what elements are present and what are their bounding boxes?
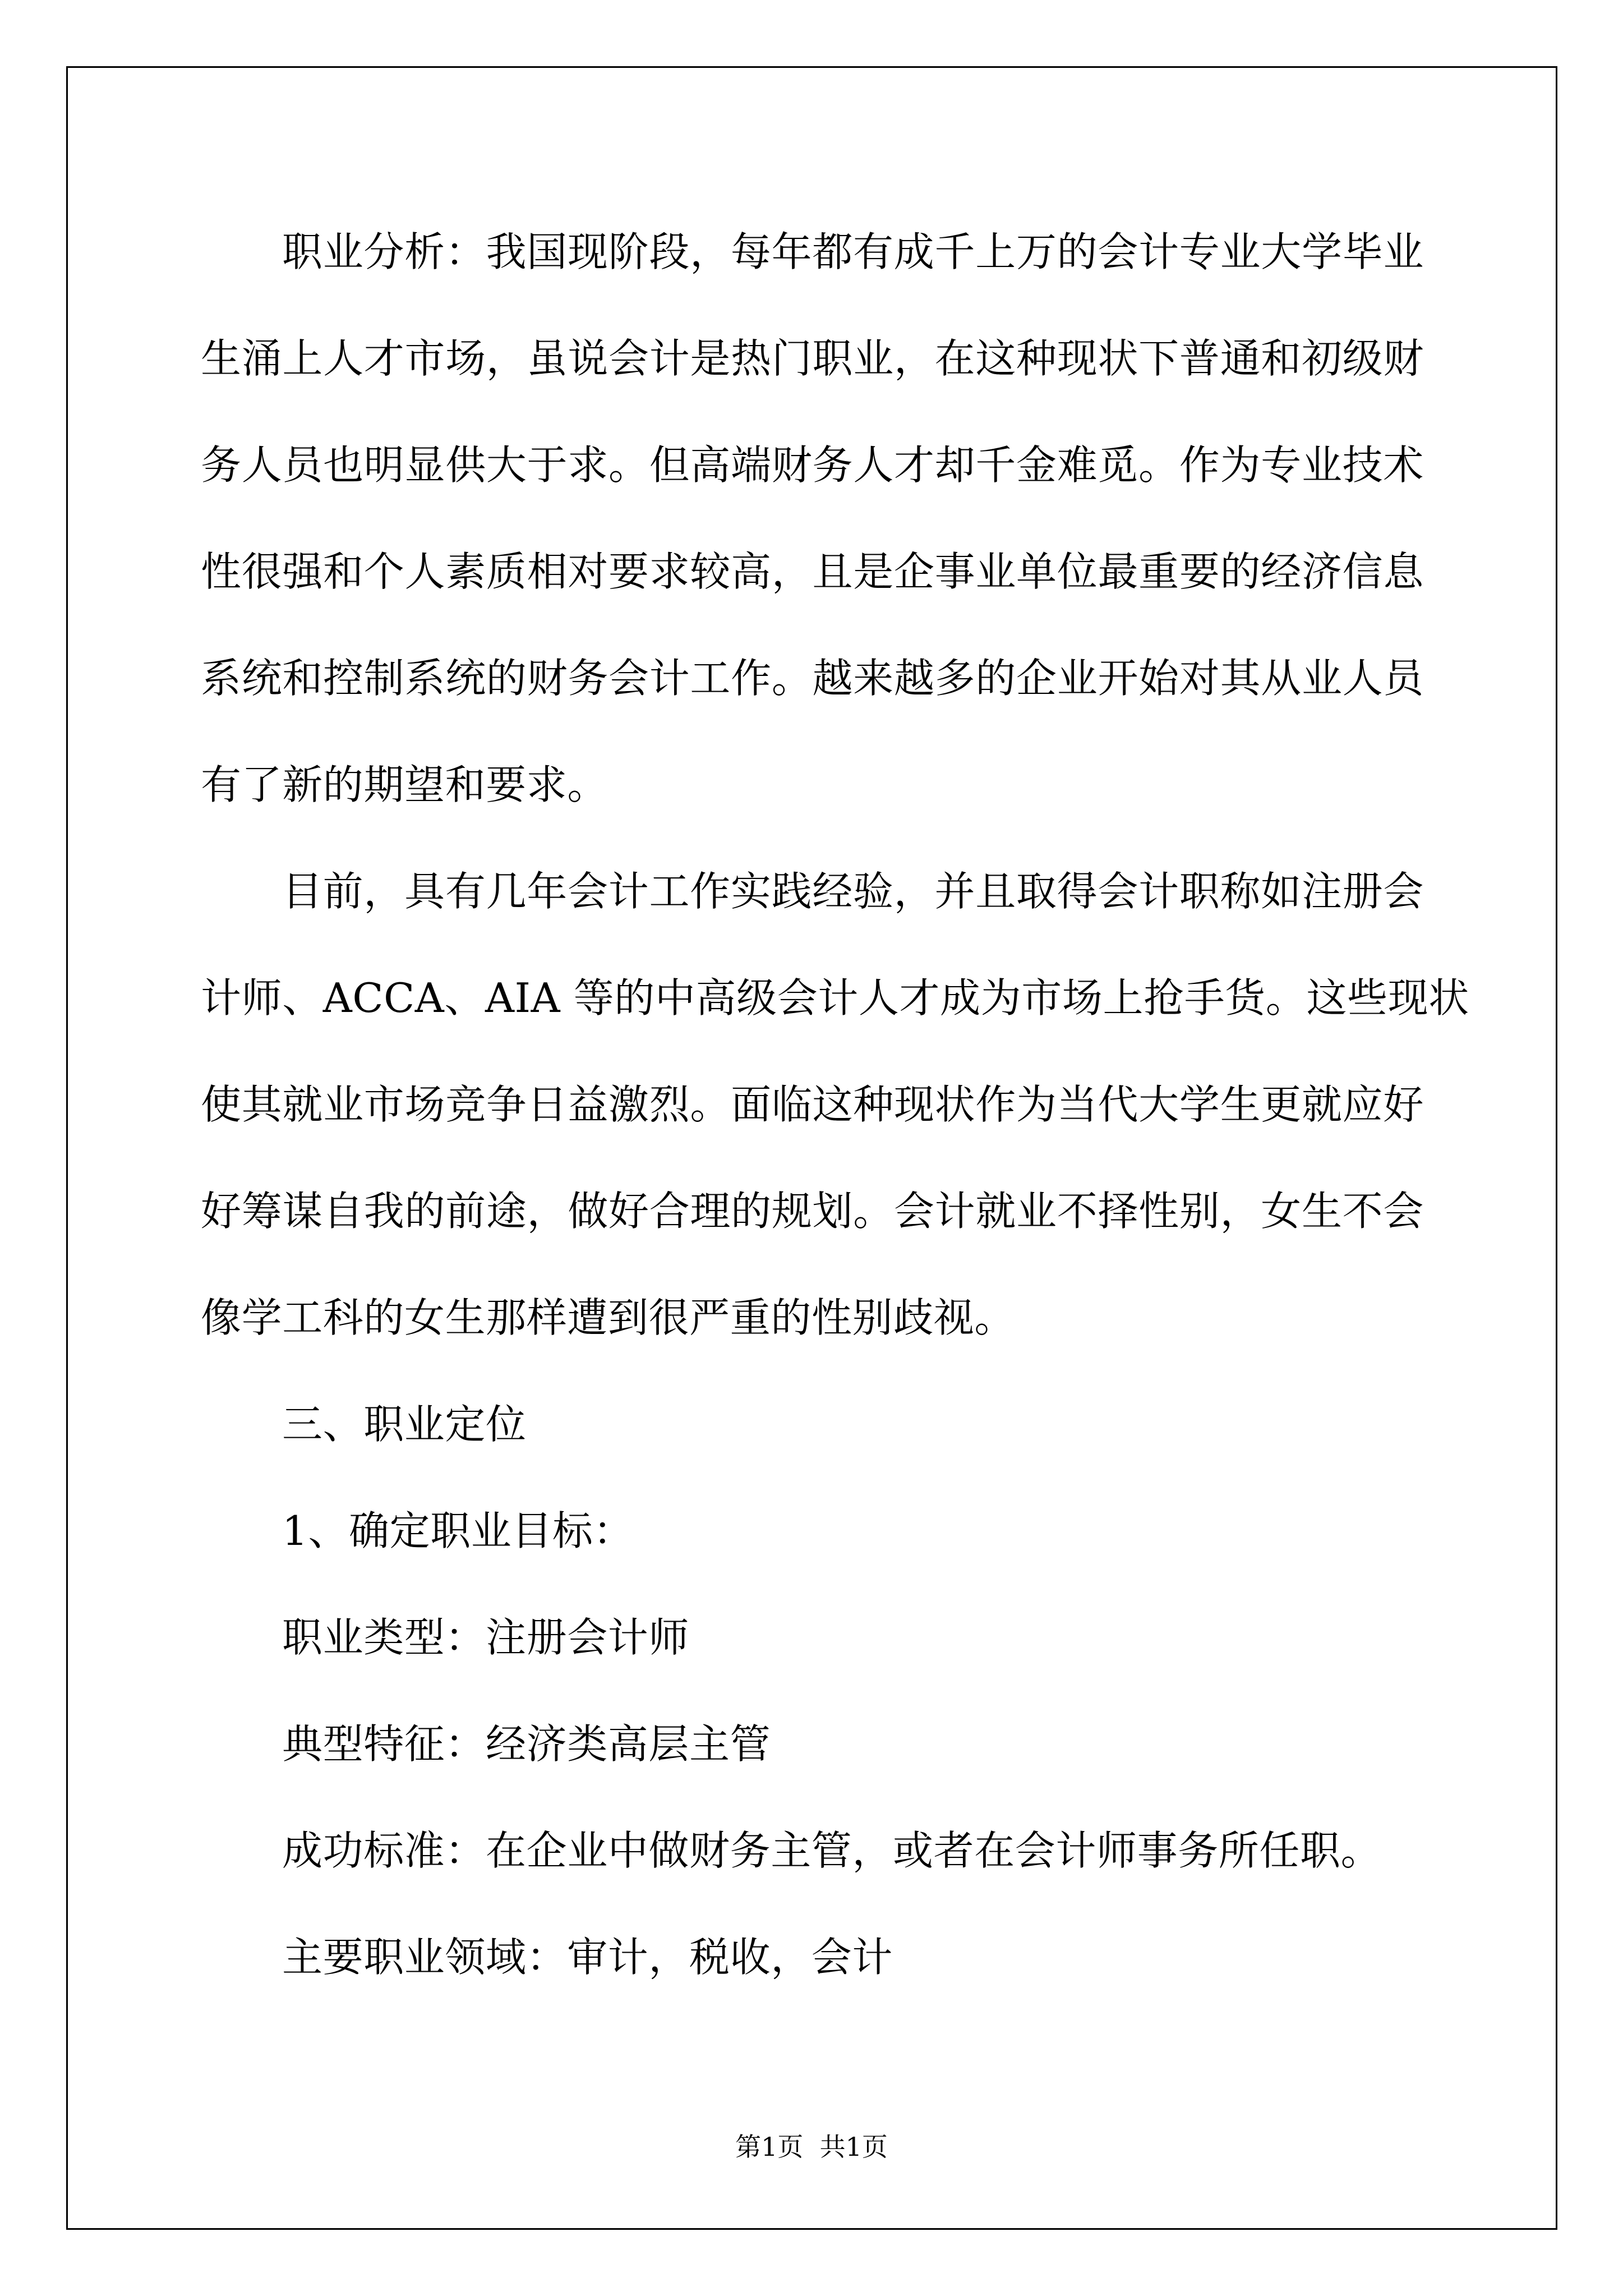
paragraph-line: 像学工科的女生那样遭到很严重的性别歧视。 [201, 1294, 1016, 1341]
job-market-paragraph [201, 838, 1469, 1371]
paragraph-line: 务人员也明显供大于求。但高端财务人才却千金难觅。作为专业技术 [201, 441, 1424, 489]
paragraph-line: 目前，具有几年会计工作实践经验，并且取得会计职称如注册会 [282, 868, 1424, 915]
paragraph-line: 好筹谋自我的前途，做好合理的规划。会计就业不择性别，女生不会 [201, 1188, 1424, 1235]
paragraph-line: 典型特征：经济类高层主管 [282, 1720, 771, 1768]
paragraph-line: 生涌上人才市场，虽说会计是热门职业，在这种现状下普通和初级财 [201, 335, 1424, 382]
success-criteria-line [201, 1797, 1424, 1904]
page-footer: 第1页 共1页 [735, 2132, 888, 2162]
section-heading-career-positioning [201, 1371, 1424, 1478]
paragraph-line: 职业类型：注册会计师 [282, 1614, 690, 1661]
paragraph-line: 职业分析：我国现阶段，每年都有成千上万的会计专业大学毕业 [282, 228, 1424, 275]
career-analysis-paragraph [201, 199, 1424, 838]
heading-text: 三、职业定位 [282, 1401, 527, 1448]
heading-text: 1、确定职业目标： [282, 1507, 634, 1554]
paragraph-line: 计师、ACCA、AIA 等的中高级会计人才成为市场上抢手货。这些现状 [201, 974, 1469, 1022]
paragraph-line: 有了新的期望和要求。 [201, 761, 608, 808]
paragraph-line: 使其就业市场竞争日益激烈。面临这种现状作为当代大学生更就应好 [201, 1081, 1424, 1128]
subsection-heading-career-goal [201, 1478, 1424, 1584]
paragraph-line: 主要职业领域：审计，税收，会计 [282, 1934, 893, 1981]
main-career-fields-line [201, 1904, 1424, 2010]
paragraph-line: 系统和控制系统的财务会计工作。越来越多的企业开始对其从业人员 [201, 655, 1424, 702]
document-body [201, 199, 1469, 2010]
paragraph-line: 成功标准：在企业中做财务主管，或者在会计师事务所任职。 [282, 1827, 1382, 1874]
paragraph-line: 性很强和个人素质相对要求较高，且是企事业单位最重要的经济信息 [201, 548, 1424, 595]
typical-traits-line [201, 1691, 1424, 1797]
career-type-line [201, 1584, 1424, 1691]
